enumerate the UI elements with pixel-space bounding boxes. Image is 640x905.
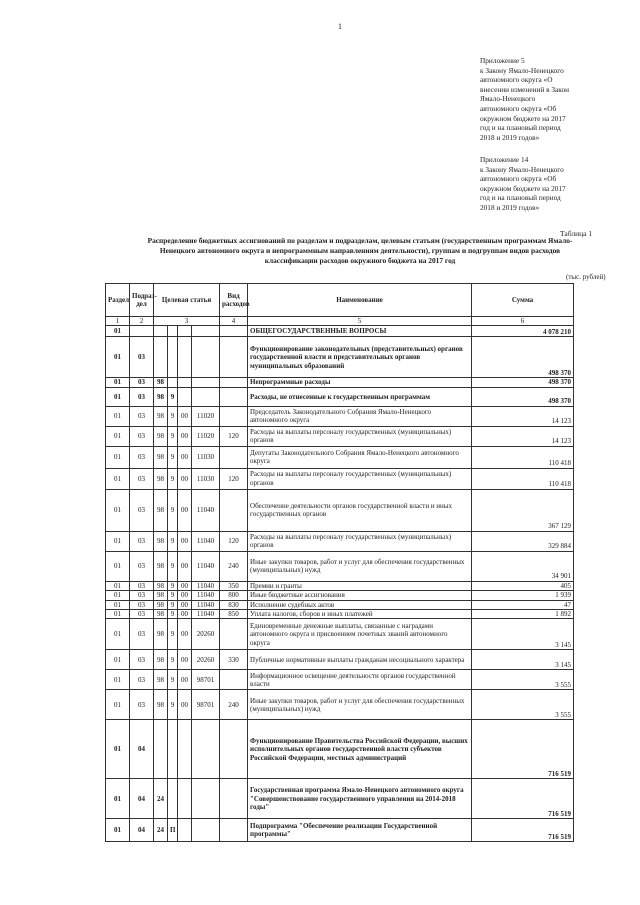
name-cell: Депутаты Законодательного Собрания Ямало-Ненецкого автономного округа xyxy=(248,446,472,468)
razdel-cell: 01 xyxy=(106,619,130,650)
col-number: 1 xyxy=(106,317,130,326)
text-line: Ямало-Ненецкого xyxy=(480,94,536,104)
name-cell: Непрограммные расходы xyxy=(248,378,472,387)
podrazdel-cell: 03 xyxy=(130,406,154,426)
article-program-cell: 98 xyxy=(154,489,168,531)
table-row xyxy=(106,326,574,337)
table-row xyxy=(106,610,574,619)
razdel-cell: 01 xyxy=(106,387,130,406)
name-cell: Подпрограмма "Обеспечение реализации Государственной программы" xyxy=(248,819,472,842)
podrazdel-cell: 03 xyxy=(130,489,154,531)
name-cell: Иные закупки товаров, работ и услуг для обеспечения государственных (муниципальных) нужд xyxy=(248,551,472,581)
article-code-cell: 11020 xyxy=(192,406,220,426)
podrazdel-cell xyxy=(130,326,154,337)
article-sub-cell: 00 xyxy=(178,446,192,468)
podrazdel-cell: 03 xyxy=(130,446,154,468)
article-program-cell: 24 xyxy=(154,779,168,819)
article-code-cell: 20260 xyxy=(192,619,220,650)
article-sub-cell: 00 xyxy=(178,551,192,581)
article-program-cell: 98 xyxy=(154,446,168,468)
razdel-cell: 01 xyxy=(106,690,130,720)
budget-table xyxy=(105,283,574,842)
expense-type-cell xyxy=(220,720,248,779)
razdel-cell: 01 xyxy=(106,531,130,551)
article-code-cell: 11040 xyxy=(192,489,220,531)
name-cell: Премии и гранты xyxy=(248,581,472,590)
article-code-cell: 20260 xyxy=(192,650,220,670)
table-row xyxy=(106,489,574,531)
name-cell: Расходы на выплаты персоналу государственных (муниципальных) органов xyxy=(248,468,472,489)
sum-cell: 14 123 xyxy=(472,406,574,426)
podrazdel-cell: 03 xyxy=(130,591,154,600)
razdel-cell: 01 xyxy=(106,446,130,468)
razdel-cell: 01 xyxy=(106,720,130,779)
table-body xyxy=(106,326,574,842)
article-sub-cell: 00 xyxy=(178,591,192,600)
article-code-cell: 11030 xyxy=(192,446,220,468)
article-direction-cell: 9 xyxy=(168,581,178,590)
article-code-cell: 11040 xyxy=(192,551,220,581)
table-row xyxy=(106,600,574,609)
article-code-cell xyxy=(192,387,220,406)
article-sub-cell: 00 xyxy=(178,610,192,619)
podrazdel-cell: 03 xyxy=(130,619,154,650)
razdel-cell: 01 xyxy=(106,489,130,531)
table-row xyxy=(106,819,574,842)
name-cell: Иные закупки товаров, работ и услуг для обеспечения государственных (муниципальных) нужд xyxy=(248,690,472,720)
article-sub-cell: 00 xyxy=(178,489,192,531)
sum-cell: 3 145 xyxy=(472,650,574,670)
table-row xyxy=(106,619,574,650)
text-line: Приложение 14 xyxy=(480,155,529,164)
article-sub-cell xyxy=(178,779,192,819)
sum-cell: 716 519 xyxy=(472,819,574,842)
text-line: автономного округа «Об xyxy=(480,103,557,113)
razdel-cell: 01 xyxy=(106,378,130,387)
article-direction-cell: 9 xyxy=(168,591,178,600)
table-row xyxy=(106,581,574,590)
razdel-cell: 01 xyxy=(106,610,130,619)
name-cell: Иные бюджетные ассигнования xyxy=(248,591,472,600)
table-label: Таблица 1 xyxy=(560,229,593,238)
article-code-cell: 11040 xyxy=(192,610,220,619)
sum-cell: 110 418 xyxy=(472,468,574,489)
name-cell: Функционирование Правительства Российской Федерации, высших исполнительных органов государственной власти субъектов Российской Федерации, местных администраций xyxy=(248,720,472,779)
razdel-cell: 01 xyxy=(106,591,130,600)
article-program-cell xyxy=(154,720,168,779)
expense-type-cell xyxy=(220,326,248,337)
podrazdel-cell: 04 xyxy=(130,720,154,779)
article-direction-cell xyxy=(168,779,178,819)
expense-type-cell: 330 xyxy=(220,650,248,670)
text-line: окружном бюджете на 2017 xyxy=(480,113,566,123)
expense-type-cell: 120 xyxy=(220,531,248,551)
name-cell: Информационное освещение деятельности органов государственной власти xyxy=(248,670,472,690)
podrazdel-cell: 03 xyxy=(130,670,154,690)
sum-cell: 4 078 210 xyxy=(472,326,574,337)
article-program-cell: 98 xyxy=(154,591,168,600)
article-code-cell xyxy=(192,337,220,378)
article-sub-cell: 00 xyxy=(178,650,192,670)
article-program-cell: 98 xyxy=(154,468,168,489)
header-expense-type: Вид расходов xyxy=(220,284,248,317)
article-program-cell: 98 xyxy=(154,426,168,446)
article-sub-cell: 00 xyxy=(178,406,192,426)
podrazdel-cell: 03 xyxy=(130,581,154,590)
expense-type-cell: 120 xyxy=(220,426,248,446)
text-line: 2018 и 2019 годов» xyxy=(480,132,540,142)
article-program-cell: 98 xyxy=(154,378,168,387)
article-sub-cell xyxy=(178,337,192,378)
document-title xyxy=(110,236,610,266)
col-number: 3 xyxy=(154,317,220,326)
podrazdel-cell: 03 xyxy=(130,690,154,720)
name-cell: Расходы на выплаты персоналу государственных (муниципальных) органов xyxy=(248,531,472,551)
article-program-cell: 98 xyxy=(154,387,168,406)
expense-type-cell xyxy=(220,489,248,531)
article-direction-cell: П xyxy=(168,819,178,842)
article-program-cell: 98 xyxy=(154,650,168,670)
table-row xyxy=(106,468,574,489)
table-row xyxy=(106,387,574,406)
name-cell: ОБЩЕГОСУДАРСТВЕННЫЕ ВОПРОСЫ xyxy=(248,326,472,337)
article-direction-cell: 9 xyxy=(168,610,178,619)
name-cell: Председатель Законодательного Собрания Ямало-Ненецкого автономного округа xyxy=(248,406,472,426)
expense-type-cell xyxy=(220,378,248,387)
table-row xyxy=(106,690,574,720)
article-program-cell: 98 xyxy=(154,690,168,720)
text-line: внесении изменений в Закон xyxy=(480,84,569,94)
name-cell: Расходы, не отнесенные к государственным программам xyxy=(248,387,472,406)
article-code-cell: 11040 xyxy=(192,591,220,600)
header-target-article: Целевая статья xyxy=(154,284,220,317)
text-line: классификации расходов окружного бюджета на 2017 год xyxy=(264,256,456,265)
expense-type-cell xyxy=(220,619,248,650)
table-row xyxy=(106,670,574,690)
podrazdel-cell: 04 xyxy=(130,779,154,819)
expense-type-cell xyxy=(220,406,248,426)
podrazdel-cell: 03 xyxy=(130,600,154,609)
sum-cell: 3 145 xyxy=(472,619,574,650)
sum-cell: 716 519 xyxy=(472,720,574,779)
table-row xyxy=(106,650,574,670)
text-line: Распределение бюджетных ассигнований по разделам и подразделам, целевым статьям (государственным программам Ямало- xyxy=(147,236,573,245)
name-cell: Государственная программа Ямало-Ненецкого автономного округа "Совершенствование государственного управления на 2014-2018 годы" xyxy=(248,779,472,819)
sum-cell: 1 939 xyxy=(472,591,574,600)
article-direction-cell xyxy=(168,378,178,387)
article-sub-cell xyxy=(178,819,192,842)
sum-cell: 498 370 xyxy=(472,378,574,387)
article-direction-cell: 9 xyxy=(168,531,178,551)
article-direction-cell: 9 xyxy=(168,670,178,690)
article-direction-cell: 9 xyxy=(168,426,178,446)
razdel-cell: 01 xyxy=(106,650,130,670)
podrazdel-cell: 03 xyxy=(130,337,154,378)
text-line: год и на плановый период xyxy=(480,123,561,133)
article-code-cell: 11030 xyxy=(192,468,220,489)
name-cell: Обеспечение деятельности органов государственной власти и иных государственных органов xyxy=(248,489,472,531)
expense-type-cell: 350 xyxy=(220,581,248,590)
article-direction-cell: 9 xyxy=(168,650,178,670)
article-code-cell: 98701 xyxy=(192,670,220,690)
table-row xyxy=(106,531,574,551)
article-direction-cell: 9 xyxy=(168,446,178,468)
expense-type-cell: 800 xyxy=(220,591,248,600)
text-line: автономного округа «Об xyxy=(480,174,557,184)
article-sub-cell xyxy=(178,326,192,337)
col-number: 5 xyxy=(248,317,472,326)
expense-type-cell: 240 xyxy=(220,551,248,581)
table-row xyxy=(106,446,574,468)
expense-type-cell: 830 xyxy=(220,600,248,609)
podrazdel-cell: 03 xyxy=(130,468,154,489)
article-program-cell: 98 xyxy=(154,670,168,690)
article-code-cell xyxy=(192,779,220,819)
podrazdel-cell: 03 xyxy=(130,551,154,581)
text-line: 2018 и 2019 годов» xyxy=(480,202,540,212)
razdel-cell: 01 xyxy=(106,406,130,426)
text-line: к Закону Ямало-Ненецкого xyxy=(480,164,564,174)
article-code-cell: 11020 xyxy=(192,426,220,446)
expense-type-cell: 120 xyxy=(220,468,248,489)
article-direction-cell: 9 xyxy=(168,468,178,489)
razdel-cell: 01 xyxy=(106,819,130,842)
text-line: к Закону Ямало-Ненецкого xyxy=(480,65,564,75)
razdel-cell: 01 xyxy=(106,779,130,819)
sum-cell: 110 418 xyxy=(472,446,574,468)
expense-type-cell: 240 xyxy=(220,690,248,720)
sum-cell: 367 129 xyxy=(472,489,574,531)
article-direction-cell: 9 xyxy=(168,406,178,426)
article-code-cell xyxy=(192,819,220,842)
article-code-cell xyxy=(192,326,220,337)
header-razdel: Раздел xyxy=(106,284,130,317)
article-program-cell xyxy=(154,337,168,378)
article-direction-cell: 9 xyxy=(168,387,178,406)
sum-cell: 716 519 xyxy=(472,779,574,819)
podrazdel-cell: 03 xyxy=(130,650,154,670)
text-line: Ненецкого автономного округа и непрограммным направлениям деятельности), группам и подгруппам видов расходов xyxy=(159,246,561,255)
article-program-cell: 98 xyxy=(154,600,168,609)
article-sub-cell: 00 xyxy=(178,581,192,590)
table-row xyxy=(106,406,574,426)
article-direction-cell: 9 xyxy=(168,489,178,531)
sum-cell: 14 123 xyxy=(472,426,574,446)
sum-cell: 3 555 xyxy=(472,690,574,720)
article-direction-cell: 9 xyxy=(168,551,178,581)
podrazdel-cell: 03 xyxy=(130,531,154,551)
razdel-cell: 01 xyxy=(106,600,130,609)
article-program-cell xyxy=(154,326,168,337)
article-sub-cell xyxy=(178,720,192,779)
appendix-14-note xyxy=(480,155,610,213)
table-row xyxy=(106,779,574,819)
article-sub-cell: 00 xyxy=(178,531,192,551)
article-sub-cell xyxy=(178,387,192,406)
article-sub-cell: 00 xyxy=(178,619,192,650)
article-code-cell: 11040 xyxy=(192,600,220,609)
text-line: Приложение 5 xyxy=(480,56,525,65)
article-code-cell: 98701 xyxy=(192,690,220,720)
article-code-cell xyxy=(192,378,220,387)
name-cell: Публичные нормативные выплаты гражданам несоциального характера xyxy=(248,650,472,670)
article-direction-cell: 9 xyxy=(168,619,178,650)
sum-cell: 405 xyxy=(472,581,574,590)
header-sum: Сумма xyxy=(472,284,574,317)
name-cell: Исполнение судебных актов xyxy=(248,600,472,609)
podrazdel-cell: 03 xyxy=(130,426,154,446)
name-cell: Единовременные денежные выплаты, связанные с наградами автономного округа и присвоением почетных званий автономного округа xyxy=(248,619,472,650)
article-program-cell: 98 xyxy=(154,551,168,581)
razdel-cell: 01 xyxy=(106,337,130,378)
razdel-cell: 01 xyxy=(106,670,130,690)
article-direction-cell: 9 xyxy=(168,690,178,720)
article-sub-cell: 00 xyxy=(178,690,192,720)
col-number: 4 xyxy=(220,317,248,326)
header-podrazdel: Подраз-дел xyxy=(130,284,154,317)
razdel-cell: 01 xyxy=(106,468,130,489)
sum-cell: 498 370 xyxy=(472,387,574,406)
article-code-cell: 11040 xyxy=(192,581,220,590)
article-program-cell: 98 xyxy=(154,581,168,590)
article-direction-cell xyxy=(168,720,178,779)
article-code-cell: 11040 xyxy=(192,531,220,551)
table-row xyxy=(106,591,574,600)
razdel-cell: 01 xyxy=(106,581,130,590)
article-program-cell: 98 xyxy=(154,531,168,551)
text-line: автономного округа «О xyxy=(480,75,553,85)
article-program-cell: 98 xyxy=(154,406,168,426)
col-number: 2 xyxy=(130,317,154,326)
text-line: окружном бюджете на 2017 xyxy=(480,183,566,193)
sum-cell: 47 xyxy=(472,600,574,609)
unit-label: (тыс. рублей) xyxy=(566,273,606,281)
sum-cell: 34 901 xyxy=(472,551,574,581)
article-program-cell: 98 xyxy=(154,619,168,650)
expense-type-cell xyxy=(220,670,248,690)
expense-type-cell xyxy=(220,387,248,406)
sum-cell: 498 370 xyxy=(472,337,574,378)
expense-type-cell xyxy=(220,337,248,378)
expense-type-cell xyxy=(220,819,248,842)
article-program-cell: 98 xyxy=(154,610,168,619)
sum-cell: 329 884 xyxy=(472,531,574,551)
header-name: Наименование xyxy=(248,284,472,317)
article-direction-cell xyxy=(168,326,178,337)
podrazdel-cell: 03 xyxy=(130,378,154,387)
podrazdel-cell: 03 xyxy=(130,610,154,619)
table-row xyxy=(106,378,574,387)
name-cell: Уплата налогов, сборов и иных платежей xyxy=(248,610,472,619)
article-sub-cell: 00 xyxy=(178,426,192,446)
podrazdel-cell: 03 xyxy=(130,387,154,406)
expense-type-cell xyxy=(220,779,248,819)
sum-cell: 1 892 xyxy=(472,610,574,619)
table-row xyxy=(106,551,574,581)
article-sub-cell xyxy=(178,378,192,387)
expense-type-cell: 850 xyxy=(220,610,248,619)
razdel-cell: 01 xyxy=(106,426,130,446)
article-program-cell: 24 xyxy=(154,819,168,842)
razdel-cell: 01 xyxy=(106,551,130,581)
article-sub-cell: 00 xyxy=(178,468,192,489)
article-sub-cell: 00 xyxy=(178,670,192,690)
article-sub-cell: 00 xyxy=(178,600,192,609)
table-row xyxy=(106,337,574,378)
text-line: год и на плановый период xyxy=(480,193,561,203)
table-row xyxy=(106,720,574,779)
table-row xyxy=(106,426,574,446)
expense-type-cell xyxy=(220,446,248,468)
article-direction-cell xyxy=(168,337,178,378)
article-code-cell xyxy=(192,720,220,779)
podrazdel-cell: 04 xyxy=(130,819,154,842)
sum-cell: 3 555 xyxy=(472,670,574,690)
article-direction-cell: 9 xyxy=(168,600,178,609)
col-number: 6 xyxy=(472,317,574,326)
name-cell: Расходы на выплаты персоналу государственных (муниципальных) органов xyxy=(248,426,472,446)
name-cell: Функционирование законодательных (представительных) органов государственной власти и представительных органов муниципальных образований xyxy=(248,337,472,378)
razdel-cell: 01 xyxy=(106,326,130,337)
page-number: 1 xyxy=(338,22,342,31)
appendix-5-note xyxy=(480,56,610,142)
